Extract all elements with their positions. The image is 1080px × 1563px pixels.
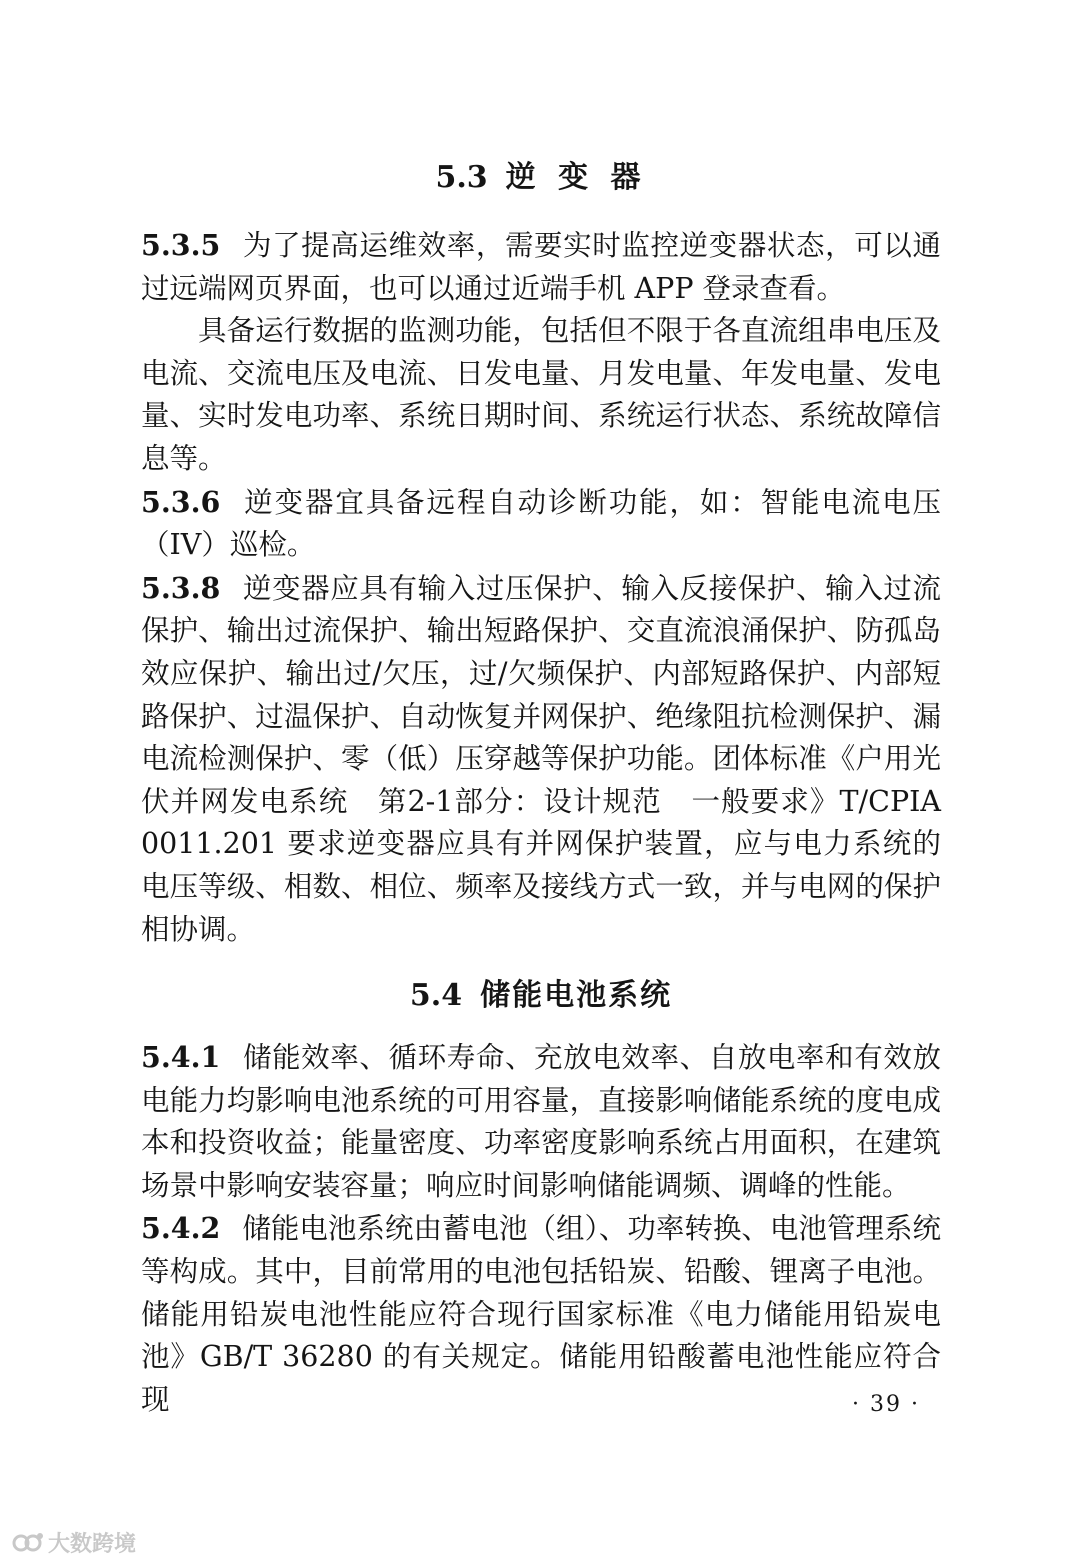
clause-5-3-6 (141, 481, 941, 567)
section-heading-5-3 (141, 156, 941, 200)
page-number: · 39 · (852, 1392, 920, 1417)
clause-5-3-5-paragraph-2: 具备运行数据的监测功能，包括但不限于各直流组串电压及电流、交流电压及电流、日发电量、月发电量、年发电量、发电量、实时发电功率、系统日期时间、系统运行状态、系统故障信息等。 (141, 314, 941, 475)
clause-text: 逆变器应具有输入过压保护、输入反接保护、输入过流保护、输出过流保护、输出短路保护、交直流浪涌保护、防孤岛效应保护、输出过/欠压，过/欠频保护、内部短路保护、内部短路保护、过温保护、自动恢复并网保护、绝缘阻抗检测保护、漏电流检测保护、零（低）压穿越等保护功能。团体标准《户用光伏并网发电系统 第2-1部分：设计规范 一般要求》T/CPIA 0011.201 要求逆变器应具有并网保护装置，应与电力系统的电压等级、相数、相位、频率及接线方式一致，并与电网的保护相协调。 (141, 571, 941, 946)
watermark (12, 1527, 136, 1558)
section-title-text: 储能电池系统 (480, 978, 673, 1013)
section-number: 5.3 (435, 160, 488, 195)
clause-text: 储能电池系统由蓄电池（组）、功率转换、电池管理系统等构成。其中，目前常用的电池包括铅炭、铅酸、锂离子电池。储能用铅炭电池性能应符合现行国家标准《电力储能用铅炭电池》GB/T 36280 的有关规定。储能用铅酸蓄电池性能应符合现 (141, 1212, 941, 1416)
logo-icon (12, 1530, 44, 1556)
section-5-4-content (141, 1036, 941, 1421)
clause-number: 5.4.1 (141, 1040, 221, 1074)
section-heading-5-4 (141, 974, 941, 1018)
clause-number: 5.3.8 (141, 570, 221, 605)
clause-5-4-2 (141, 1207, 941, 1421)
clause-text: 储能效率、循环寿命、充放电效率、自放电率和有效放电能力均影响电池系统的可用容量，直接影响储能系统的度电成本和投资收益；能量密度、功率密度影响系统占用面积，在建筑场景中影响安装容量；响应时间影响储能调频、调峰的性能。 (141, 1041, 941, 1202)
clause-number: 5.3.5 (141, 228, 221, 262)
section-title-text: 逆 变 器 (505, 160, 647, 195)
section-5-3-content (141, 224, 941, 951)
clause-number: 5.4.2 (141, 1211, 221, 1246)
clause-number: 5.3.6 (141, 484, 221, 519)
clause-5-4-1 (141, 1036, 941, 1207)
clause-text: 逆变器宜具备远程自动诊断功能，如：智能电流电压（IV）巡检。 (141, 485, 941, 562)
clause-5-3-8 (141, 567, 941, 951)
clause-5-3-5 (141, 224, 941, 310)
clause-text: 为了提高运维效率，需要实时监控逆变器状态，可以通过远端网页界面，也可以通过近端手机 APP 登录查看。 (141, 229, 941, 305)
section-number: 5.4 (409, 978, 463, 1013)
watermark-text: 大数跨境 (48, 1532, 137, 1557)
